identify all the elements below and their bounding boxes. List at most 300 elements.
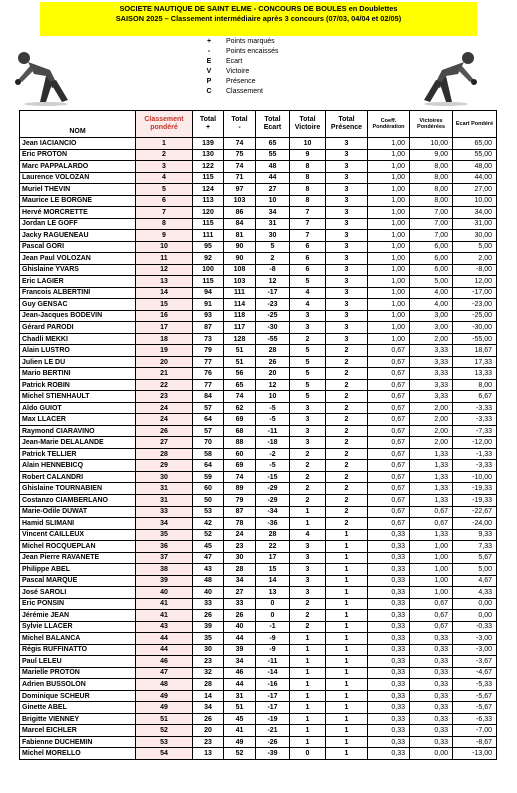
victoires-ponderees: 1,00: [410, 552, 453, 564]
table-row: [20, 207, 497, 219]
victoires-ponderees: 10,00: [410, 138, 453, 150]
victoires-ponderees: 2,00: [410, 333, 453, 345]
classement-pondere: 13: [136, 276, 193, 288]
total-minus: 103: [224, 276, 256, 288]
table-row: [20, 299, 497, 311]
victoires-ponderees: 1,33: [410, 529, 453, 541]
total-ecart: -17: [256, 287, 290, 299]
classement-pondere: 36: [136, 541, 193, 553]
ecart-pondere: -24,00: [453, 518, 497, 530]
player-name: Fabienne DUCHEMIN: [20, 736, 136, 748]
coeff-ponderation: 0,33: [368, 564, 410, 576]
table-row: [20, 345, 497, 357]
total-minus: 84: [224, 218, 256, 230]
table-row: [20, 414, 497, 426]
table-header-row: [20, 111, 497, 138]
player-name: Muriel THEVIN: [20, 184, 136, 196]
table-row: [20, 494, 497, 506]
total-minus: 33: [224, 598, 256, 610]
victoires-ponderees: 0,33: [410, 656, 453, 668]
ecart-pondere: -3,33: [453, 460, 497, 472]
classement-pondere: 18: [136, 333, 193, 345]
total-victoire: 5: [290, 391, 326, 403]
table-row: [20, 184, 497, 196]
legend-symbol: +: [206, 38, 212, 45]
classement-pondere: 30: [136, 471, 193, 483]
victoires-ponderees: 0,33: [410, 690, 453, 702]
coeff-ponderation: 1,00: [368, 138, 410, 150]
ecart-pondere: -3,00: [453, 644, 497, 656]
total-victoire: 2: [290, 460, 326, 472]
coeff-ponderation: 0,33: [368, 541, 410, 553]
total-victoire: 1: [290, 679, 326, 691]
total-victoire: 3: [290, 414, 326, 426]
player-name: Ginette ABEL: [20, 702, 136, 714]
player-name: Vincent CAILLEUX: [20, 529, 136, 541]
ecart-pondere: 8,00: [453, 379, 497, 391]
total-plus: 48: [193, 575, 224, 587]
total-ecart: -1: [256, 621, 290, 633]
total-minus: 34: [224, 656, 256, 668]
total-plus: 23: [193, 656, 224, 668]
total-plus: 52: [193, 529, 224, 541]
table-row: [20, 633, 497, 645]
ecart-pondere: 65,00: [453, 138, 497, 150]
victoires-ponderees: 0,33: [410, 667, 453, 679]
ecart-pondere: 5,00: [453, 241, 497, 253]
coeff-ponderation: 1,00: [368, 172, 410, 184]
table-row: [20, 402, 497, 414]
ecart-pondere: -5,67: [453, 690, 497, 702]
total-plus: 95: [193, 241, 224, 253]
coeff-ponderation: 1,00: [368, 264, 410, 276]
player-name: Patrick ROBIN: [20, 379, 136, 391]
col-header-total-presence: [326, 111, 368, 138]
total-presence: 3: [326, 172, 368, 184]
victoires-ponderees: 3,00: [410, 310, 453, 322]
total-presence: 2: [326, 448, 368, 460]
victoires-ponderees: 6,00: [410, 241, 453, 253]
total-presence: 1: [326, 736, 368, 748]
coeff-ponderation: 0,33: [368, 713, 410, 725]
total-plus: 57: [193, 402, 224, 414]
total-presence: 1: [326, 667, 368, 679]
total-presence: 2: [326, 437, 368, 449]
victoires-ponderees: 2,00: [410, 402, 453, 414]
total-ecart: -5: [256, 460, 290, 472]
total-plus: 92: [193, 253, 224, 265]
total-victoire: 1: [290, 690, 326, 702]
ecart-pondere: -30,00: [453, 322, 497, 334]
table-row: [20, 644, 497, 656]
total-presence: 3: [326, 333, 368, 345]
total-victoire: 5: [290, 345, 326, 357]
total-ecart: 14: [256, 575, 290, 587]
classement-pondere: 5: [136, 184, 193, 196]
coeff-ponderation: 1,00: [368, 149, 410, 161]
victoires-ponderees: 0,67: [410, 610, 453, 622]
total-victoire: 6: [290, 241, 326, 253]
ecart-pondere: -5,33: [453, 679, 497, 691]
total-presence: 3: [326, 287, 368, 299]
total-minus: 103: [224, 195, 256, 207]
total-victoire: 1: [290, 506, 326, 518]
table-row: [20, 195, 497, 207]
total-presence: 2: [326, 402, 368, 414]
total-plus: 40: [193, 587, 224, 599]
total-plus: 76: [193, 368, 224, 380]
total-victoire: 3: [290, 552, 326, 564]
total-minus: 68: [224, 425, 256, 437]
ecart-pondere: -55,00: [453, 333, 497, 345]
total-ecart: -14: [256, 667, 290, 679]
total-presence: 1: [326, 713, 368, 725]
ecart-pondere: -12,00: [453, 437, 497, 449]
player-name: Alain HENNEBICQ: [20, 460, 136, 472]
ecart-pondere: 0,00: [453, 598, 497, 610]
table-row: [20, 621, 497, 633]
legend-text: Points marqués: [226, 38, 275, 45]
player-name: Jordan LE GOFF: [20, 218, 136, 230]
header-subtitle: SAISON 2025 – Classement intermédiaire après 3 concours (07/03, 04/04 et 02/05): [115, 14, 402, 23]
table-row: [20, 287, 497, 299]
table-row: [20, 241, 497, 253]
col-header-total-victoire-line1: Total: [299, 116, 316, 123]
total-presence: 2: [326, 368, 368, 380]
total-plus: 26: [193, 713, 224, 725]
victoires-ponderees: 0,33: [410, 679, 453, 691]
total-victoire: 9: [290, 149, 326, 161]
total-presence: 1: [326, 656, 368, 668]
total-plus: 57: [193, 425, 224, 437]
total-ecart: 48: [256, 161, 290, 173]
victoires-ponderees: 7,00: [410, 207, 453, 219]
col-header-nom: NOM: [20, 111, 136, 138]
classement-pondere: 20: [136, 356, 193, 368]
total-ecart: -15: [256, 471, 290, 483]
legend-text: Points encaissés: [226, 48, 279, 55]
total-presence: 3: [326, 161, 368, 173]
total-victoire: 1: [290, 656, 326, 668]
total-ecart: 22: [256, 541, 290, 553]
total-presence: 1: [326, 587, 368, 599]
ecart-pondere: -7,00: [453, 725, 497, 737]
legend-item: [196, 47, 346, 57]
total-ecart: 2: [256, 253, 290, 265]
ecart-pondere: 5,67: [453, 552, 497, 564]
total-minus: 86: [224, 207, 256, 219]
classement-pondere: 8: [136, 218, 193, 230]
player-name: Eric PONSIN: [20, 598, 136, 610]
table-row: [20, 425, 497, 437]
total-ecart: -34: [256, 506, 290, 518]
coeff-ponderation: 0,67: [368, 448, 410, 460]
classement-pondere: 51: [136, 713, 193, 725]
table-row: [20, 564, 497, 576]
table-row: [20, 379, 497, 391]
total-victoire: 2: [290, 621, 326, 633]
total-plus: 14: [193, 690, 224, 702]
coeff-ponderation: 1,00: [368, 195, 410, 207]
legend-item: [196, 37, 346, 47]
total-ecart: -36: [256, 518, 290, 530]
legend-symbol: -: [207, 48, 211, 55]
total-ecart: -30: [256, 322, 290, 334]
total-ecart: 13: [256, 587, 290, 599]
total-plus: 23: [193, 736, 224, 748]
player-name: Marc PAPPALARDO: [20, 161, 136, 173]
total-victoire: 1: [290, 667, 326, 679]
classement-pondere: 28: [136, 448, 193, 460]
header-banner: [40, 2, 477, 36]
victoires-ponderees: 8,00: [410, 161, 453, 173]
ecart-pondere: 44,00: [453, 172, 497, 184]
classement-pondere: 41: [136, 610, 193, 622]
player-name: Costanzo CIAMBERLANO: [20, 494, 136, 506]
petanque-player-left-illustration: [10, 36, 74, 108]
player-name: Robert CALANDRI: [20, 471, 136, 483]
table-row: [20, 138, 497, 150]
total-minus: 27: [224, 587, 256, 599]
victoires-ponderees: 3,33: [410, 368, 453, 380]
victoires-ponderees: 2,00: [410, 437, 453, 449]
total-minus: 28: [224, 564, 256, 576]
coeff-ponderation: 1,00: [368, 161, 410, 173]
total-victoire: 2: [290, 483, 326, 495]
total-minus: 89: [224, 483, 256, 495]
table-row: [20, 264, 497, 276]
total-ecart: 65: [256, 138, 290, 150]
table-row: [20, 172, 497, 184]
coeff-ponderation: 1,00: [368, 253, 410, 265]
total-victoire: 7: [290, 230, 326, 242]
total-victoire: 1: [290, 633, 326, 645]
total-presence: 2: [326, 425, 368, 437]
total-victoire: 3: [290, 437, 326, 449]
total-minus: 39: [224, 644, 256, 656]
table-row: [20, 725, 497, 737]
total-plus: 13: [193, 748, 224, 760]
total-victoire: 5: [290, 276, 326, 288]
classement-pondere: 19: [136, 345, 193, 357]
total-plus: 32: [193, 667, 224, 679]
classement-pondere: 34: [136, 518, 193, 530]
total-plus: 50: [193, 494, 224, 506]
total-plus: 26: [193, 610, 224, 622]
coeff-ponderation: 1,00: [368, 218, 410, 230]
total-ecart: -11: [256, 656, 290, 668]
total-victoire: 3: [290, 541, 326, 553]
total-plus: 42: [193, 518, 224, 530]
player-name: Jean Paul VOLOZAN: [20, 253, 136, 265]
player-name: Pascal MARQUE: [20, 575, 136, 587]
coeff-ponderation: 0,33: [368, 610, 410, 622]
player-name: Paul LELEU: [20, 656, 136, 668]
total-presence: 2: [326, 414, 368, 426]
classement-pondere: 54: [136, 748, 193, 760]
classement-pondere: 9: [136, 230, 193, 242]
ecart-pondere: 18,67: [453, 345, 497, 357]
table-row: [20, 437, 497, 449]
ecart-pondere: 7,33: [453, 541, 497, 553]
total-minus: 62: [224, 402, 256, 414]
total-plus: 47: [193, 552, 224, 564]
legend-symbol: E: [206, 58, 212, 65]
total-victoire: 4: [290, 287, 326, 299]
total-plus: 59: [193, 471, 224, 483]
player-name: Hamid SLIMANI: [20, 518, 136, 530]
total-ecart: -16: [256, 679, 290, 691]
legend-item: [196, 57, 346, 67]
ecart-pondere: -25,00: [453, 310, 497, 322]
total-victoire: 6: [290, 253, 326, 265]
table-row: [20, 471, 497, 483]
total-ecart: 12: [256, 276, 290, 288]
total-presence: 3: [326, 195, 368, 207]
classement-pondere: 38: [136, 564, 193, 576]
victoires-ponderees: 9,00: [410, 149, 453, 161]
victoires-ponderees: 3,33: [410, 391, 453, 403]
classement-pondere: 44: [136, 644, 193, 656]
victoires-ponderees: 7,00: [410, 230, 453, 242]
table-row: [20, 656, 497, 668]
classement-pondere: 1: [136, 138, 193, 150]
total-presence: 2: [326, 471, 368, 483]
classement-pondere: 16: [136, 310, 193, 322]
coeff-ponderation: 1,00: [368, 207, 410, 219]
total-minus: 34: [224, 575, 256, 587]
coeff-ponderation: 0,33: [368, 552, 410, 564]
player-name: Gérard PARODI: [20, 322, 136, 334]
victoires-ponderees: 3,33: [410, 379, 453, 391]
total-ecart: -17: [256, 702, 290, 714]
total-minus: 46: [224, 667, 256, 679]
total-ecart: 10: [256, 391, 290, 403]
total-victoire: 10: [290, 138, 326, 150]
total-minus: 69: [224, 460, 256, 472]
total-minus: 74: [224, 471, 256, 483]
victoires-ponderees: 0,33: [410, 736, 453, 748]
total-victoire: 7: [290, 207, 326, 219]
player-name: Michel STIENHAULT: [20, 391, 136, 403]
classement-pondere: 49: [136, 702, 193, 714]
ecart-pondere: -22,67: [453, 506, 497, 518]
total-presence: 2: [326, 391, 368, 403]
coeff-ponderation: 0,33: [368, 598, 410, 610]
total-ecart: -5: [256, 414, 290, 426]
ecart-pondere: 6,67: [453, 391, 497, 403]
col-header-total-minus-line2: -: [238, 124, 241, 131]
classement-pondere: 43: [136, 621, 193, 633]
total-plus: 120: [193, 207, 224, 219]
total-ecart: -9: [256, 644, 290, 656]
classement-pondere: 21: [136, 368, 193, 380]
total-victoire: 1: [290, 736, 326, 748]
coeff-ponderation: 0,33: [368, 702, 410, 714]
coeff-ponderation: 0,67: [368, 425, 410, 437]
total-ecart: -9: [256, 633, 290, 645]
total-ecart: -25: [256, 310, 290, 322]
coeff-ponderation: 1,00: [368, 322, 410, 334]
total-victoire: 1: [290, 644, 326, 656]
total-presence: 3: [326, 230, 368, 242]
coeff-ponderation: 0,33: [368, 725, 410, 737]
victoires-ponderees: 1,00: [410, 541, 453, 553]
table-row: [20, 667, 497, 679]
total-presence: 1: [326, 725, 368, 737]
total-presence: 3: [326, 299, 368, 311]
classement-pondere: 10: [136, 241, 193, 253]
total-minus: 81: [224, 230, 256, 242]
total-victoire: 4: [290, 299, 326, 311]
ecart-pondere: 0,00: [453, 610, 497, 622]
victoires-ponderees: 1,33: [410, 483, 453, 495]
coeff-ponderation: 1,00: [368, 241, 410, 253]
table-row: [20, 333, 497, 345]
player-name: Ghislaine YVARS: [20, 264, 136, 276]
total-ecart: 26: [256, 356, 290, 368]
coeff-ponderation: 1,00: [368, 333, 410, 345]
total-ecart: 30: [256, 230, 290, 242]
classement-pondere: 49: [136, 690, 193, 702]
table-row: [20, 679, 497, 691]
total-minus: 51: [224, 356, 256, 368]
total-presence: 2: [326, 494, 368, 506]
total-victoire: 3: [290, 310, 326, 322]
total-minus: 60: [224, 448, 256, 460]
total-ecart: -8: [256, 264, 290, 276]
total-presence: 3: [326, 310, 368, 322]
coeff-ponderation: 0,67: [368, 437, 410, 449]
victoires-ponderees: 4,00: [410, 299, 453, 311]
table-row: [20, 736, 497, 748]
total-victoire: 3: [290, 425, 326, 437]
coeff-ponderation: 1,00: [368, 310, 410, 322]
player-name: Pascal GORI: [20, 241, 136, 253]
total-minus: 69: [224, 414, 256, 426]
coeff-ponderation: 0,67: [368, 368, 410, 380]
player-name: Régis RUFFINATTO: [20, 644, 136, 656]
total-presence: 3: [326, 253, 368, 265]
total-presence: 2: [326, 379, 368, 391]
player-name: Aldo GUIOT: [20, 402, 136, 414]
total-plus: 79: [193, 345, 224, 357]
classement-pondere: 2: [136, 149, 193, 161]
total-plus: 94: [193, 287, 224, 299]
player-name: Maurice LE BORGNE: [20, 195, 136, 207]
table-row: [20, 518, 497, 530]
victoires-ponderees: 1,33: [410, 448, 453, 460]
total-victoire: 3: [290, 322, 326, 334]
total-ecart: -11: [256, 425, 290, 437]
total-victoire: 1: [290, 518, 326, 530]
total-minus: 71: [224, 172, 256, 184]
total-victoire: 2: [290, 494, 326, 506]
total-plus: 60: [193, 483, 224, 495]
player-name: Jean Pierre RAVANETE: [20, 552, 136, 564]
total-ecart: -18: [256, 437, 290, 449]
col-header-victoires-ponderees: Victoires Pondérées: [410, 111, 453, 138]
classement-pondere: 29: [136, 460, 193, 472]
classement-pondere: 7: [136, 207, 193, 219]
col-header-total-victoire: [290, 111, 326, 138]
total-presence: 2: [326, 460, 368, 472]
classement-pondere: 12: [136, 264, 193, 276]
player-name: Jérémie JEAN: [20, 610, 136, 622]
total-victoire: 5: [290, 368, 326, 380]
total-plus: 28: [193, 679, 224, 691]
table-row: [20, 149, 497, 161]
